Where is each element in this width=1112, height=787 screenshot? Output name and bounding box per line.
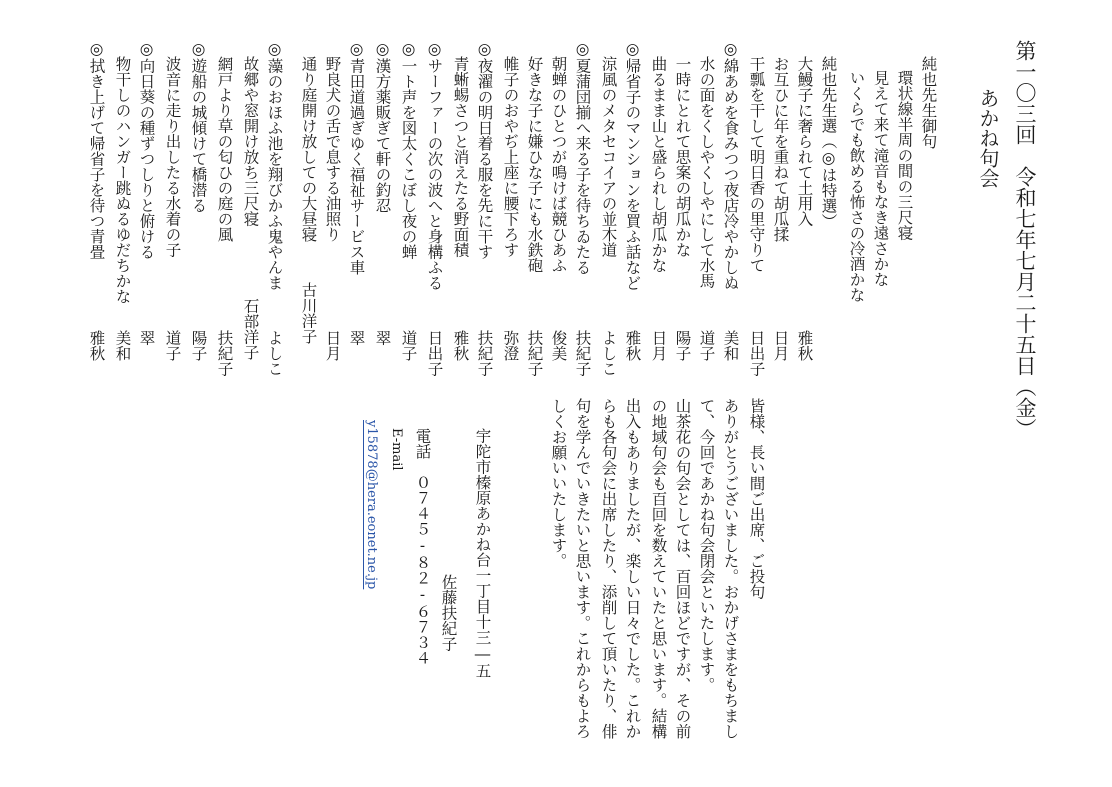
haiku-text: 大鰻子に奢られて土用入 [795, 56, 814, 227]
haiku-author: 俊美 [549, 330, 568, 361]
message-line: しくお願いいたします。 [549, 398, 568, 569]
contact-address: 宇陀市榛原あかね台一丁目十三―五 [473, 428, 492, 679]
haiku-text: 網戸より草の匂ひの庭の風 [215, 56, 234, 242]
club-name: あかね句会 [976, 88, 1000, 188]
haiku-author: 翠 [373, 330, 392, 346]
haiku-author: 翠 [347, 330, 366, 346]
haiku-text: 一時にとれて思案の胡瓜かな [673, 56, 692, 258]
haiku-author: 雅秋 [87, 330, 106, 361]
haiku-text: ◎綿あめを食みつつ夜店冷やかしぬ [721, 40, 740, 291]
haiku-text: 波音に走り出したる水着の子 [163, 56, 182, 258]
haiku-author: 日月 [649, 330, 668, 361]
haiku-author: 美和 [113, 330, 132, 361]
haiku-author: 雅秋 [451, 330, 470, 361]
haiku-text: ◎夜濯の明日着る服を先に干す [475, 40, 494, 260]
haiku-text: 水の面をくしやくしやにして水馬 [697, 56, 716, 289]
contact-phone: 電話 ０７４５‐８２‐６７３４ [413, 428, 432, 666]
haiku-author: 道子 [399, 330, 418, 361]
selection-heading: 純也先生選（◎は特選） [819, 56, 838, 229]
haiku-text: ◎サーファーの次の波へと身構ふる [425, 40, 444, 291]
haiku-author: 石部洋子 [241, 298, 260, 360]
email-link[interactable]: y15878@hera.eonet.ne.jp [364, 420, 379, 590]
haiku-text: お互ひに年を重ねて胡瓜揉 [771, 56, 790, 242]
haiku-author: 古川洋子 [299, 282, 318, 344]
haiku-author: 日月 [771, 330, 790, 361]
haiku-text: 通り庭開け放しての大昼寝 [299, 56, 318, 242]
haiku-author: 扶紀子 [525, 330, 544, 377]
haiku-author: 陽子 [673, 330, 692, 361]
haiku-text: ◎藻のおほふ池を翔びかふ鬼やんま [265, 40, 284, 291]
message-line: らも各句会に出席したり、添削して頂いたり、俳 [599, 398, 618, 739]
haiku-author: 陽子 [189, 330, 208, 361]
haiku-text: ◎青田道過ぎゆく福祉サービス車 [347, 40, 366, 275]
haiku-author: 扶紀子 [475, 330, 494, 377]
haiku-text: ◎帰省子のマンションを買ふ話など [623, 40, 642, 291]
haiku-author: 美和 [721, 330, 740, 361]
haiku-author: 日出子 [425, 330, 444, 377]
haiku-author: よしこ [265, 330, 284, 377]
haiku-text: 物干しのハンガー跳ぬるゆだちかな [113, 56, 132, 304]
message-line: 山茶花の句会としては、百回ほどですが、その前 [673, 398, 692, 739]
teacher-haiku: いくらでも飲める怖さの冷酒かな [847, 70, 866, 303]
haiku-text: 故郷や窓開け放ち三尺寝 [241, 56, 260, 227]
haiku-author: 道子 [697, 330, 716, 361]
teacher-heading: 純也先生御句 [919, 56, 938, 149]
message-line: 出入もありましたが、楽しい日々でした。これか [623, 398, 642, 739]
haiku-text: ◎一ト声を図太くこぼし夜の蝉 [399, 40, 418, 260]
haiku-text: 曲るまま山と盛られし胡瓜かな [649, 56, 668, 273]
message-line: て、今回であかね句会閉会といたします。 [697, 398, 716, 693]
haiku-author: 弥澄 [501, 330, 520, 361]
haiku-author: 扶紀子 [573, 330, 592, 377]
haiku-text: 涼風のメタセコイアの並木道 [599, 56, 618, 258]
haiku-text: 好きな子に嫌ひな子にも水鉄砲 [525, 56, 544, 273]
haiku-text: 干瓢を干して明日香の里守りて [747, 56, 766, 273]
haiku-text: 朝蝉のひとつが鳴けば競ひあふ [549, 56, 568, 273]
haiku-author: よしこ [599, 330, 618, 377]
contact-name: 佐藤扶紀子 [439, 574, 458, 652]
haiku-text: ◎夏蒲団揃へ来る子を待ちゐたる [573, 40, 592, 275]
haiku-text: ◎遊船の城傾けて橋潜る [189, 40, 208, 213]
teacher-haiku: 見えて来て滝音もなき遠さかな [871, 70, 890, 287]
haiku-text: 帷子のおやぢ上座に腰下ろす [501, 56, 520, 258]
haiku-author: 雅秋 [795, 330, 814, 361]
email-label: E-mail [389, 428, 404, 471]
haiku-author: 日月 [323, 330, 342, 361]
haiku-author: 道子 [163, 330, 182, 361]
message-line: の地域句会も百回を数えていたと思います。結構 [649, 398, 668, 739]
haiku-author: 扶紀子 [215, 330, 234, 377]
haiku-author: 日出子 [747, 330, 766, 377]
haiku-author: 雅秋 [623, 330, 642, 361]
haiku-text: ◎向日葵の種ずつしりと俯ける [137, 40, 156, 260]
haiku-author: 翠 [137, 330, 156, 346]
message-line: 句を学んでいきたいと思います。これからもよろ [573, 398, 592, 739]
haiku-text: 野良犬の舌で息する油照り [323, 56, 342, 242]
message-line: ありがとうございました。おかげさまをもちまし [721, 398, 740, 739]
teacher-haiku: 環状線半周の間の三尺寝 [895, 70, 914, 241]
issue-title: 第一〇三回 令和七年七月二十五日（金） [1013, 40, 1037, 439]
haiku-text: ◎漢方薬販ぎて軒の釣忍 [373, 40, 392, 213]
haiku-text: 青蜥蜴さつと消えたる野面積 [451, 56, 470, 258]
message-line: 皆様、長い間ご出席、ご投句 [747, 398, 766, 600]
haiku-text: ◎拭き上げて帰省子を待つ青畳 [87, 40, 106, 260]
